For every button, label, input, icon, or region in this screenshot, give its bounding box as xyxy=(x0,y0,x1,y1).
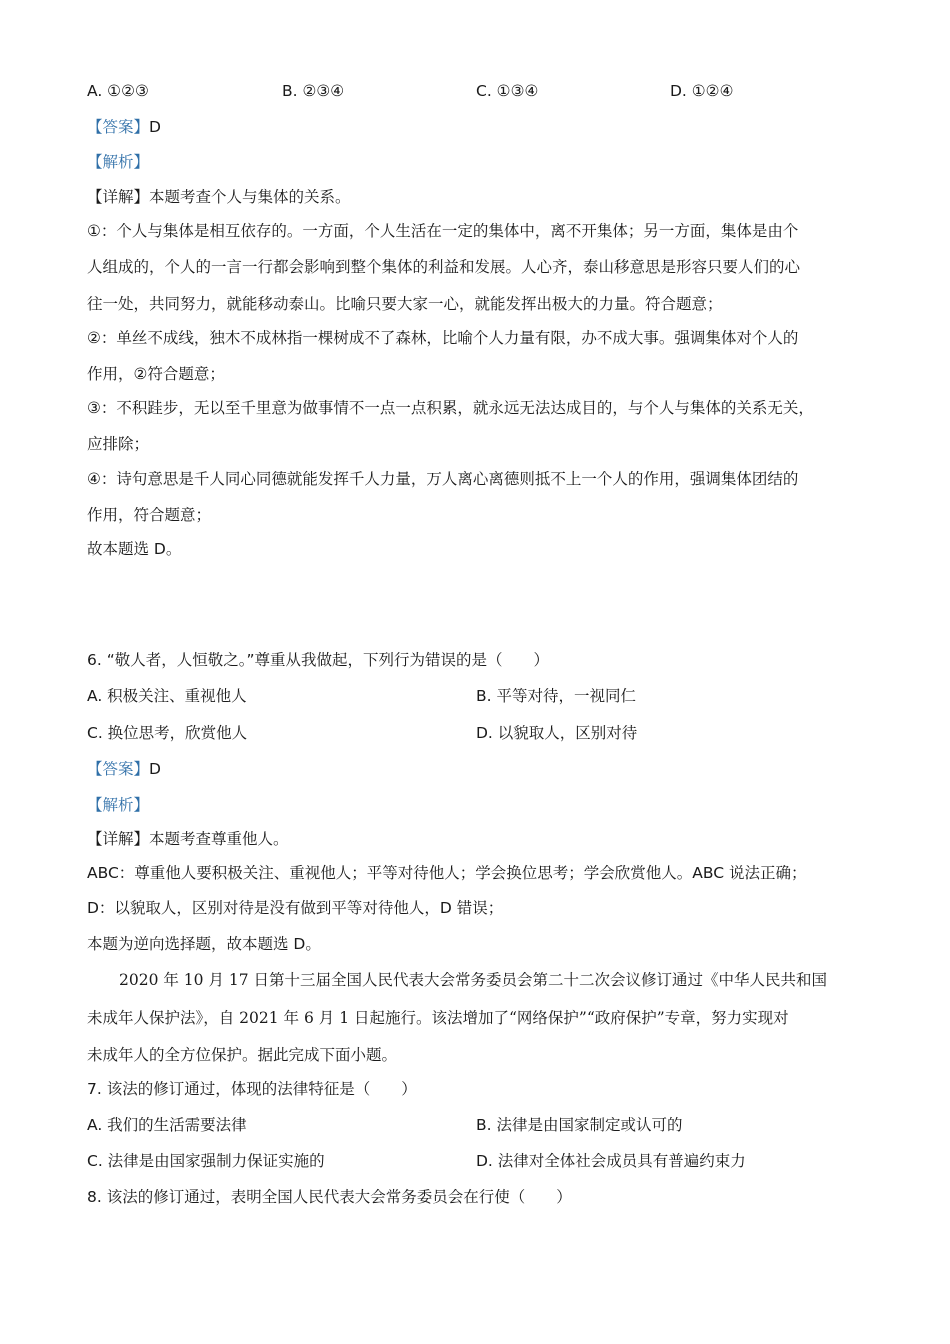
q5-line-3: 往一处，共同努力，就能移动泰山。比喻只要大家一心，就能发挥出极大的力量。符合题意； xyxy=(87,295,723,313)
q6-detail xyxy=(87,828,289,850)
q6-option-c: C. 换位思考，欣赏他人 xyxy=(87,724,248,742)
q6-stem: 6. “敬人者，人恒敬之。”尊重从我做起，下列行为错误的是（ ） xyxy=(87,651,550,669)
q5-line-4: ②：单丝不成线，独木不成林指一棵树成不了森林，比喻个人力量有限，办不成大事。强调集体对个人的 xyxy=(87,329,799,347)
detail-tag: 【详解】 xyxy=(87,188,150,206)
q6-option-b: B. 平等对待，一视同仁 xyxy=(476,687,636,705)
detail-intro: 本题考查尊重他人。 xyxy=(149,830,289,848)
q6-line-1: ABC：尊重他人要积极关注、重视他人；平等对待他人；学会换位思考；学会欣赏他人。ABC 说法正确； xyxy=(87,864,807,882)
q6-option-d: D. 以貌取人，区别对待 xyxy=(476,724,638,742)
q5-answer xyxy=(87,116,161,138)
q5-option-d: D. ①②④ xyxy=(670,82,734,100)
answer-value: D xyxy=(149,118,161,136)
q5-line-10: 故本题选 D。 xyxy=(87,540,182,558)
passage-line-1: 2020 年 10 月 17 日第十三届全国人民代表大会常务委员会第二十二次会议修订通过《中华人民共和国 xyxy=(119,971,828,989)
q6-answer xyxy=(87,758,161,780)
q7-option-a: A. 我们的生活需要法律 xyxy=(87,1116,247,1134)
q7-option-d: D. 法律对全体社会成员具有普遍约束力 xyxy=(476,1152,746,1170)
q7-stem: 7. 该法的修订通过，体现的法律特征是（ ） xyxy=(87,1080,417,1098)
answer-value: D xyxy=(149,760,161,778)
answer-tag: 【答案】 xyxy=(87,760,150,778)
q5-option-b: B. ②③④ xyxy=(282,82,345,100)
q7-option-c: C. 法律是由国家强制力保证实施的 xyxy=(87,1152,325,1170)
q5-analysis-tag: 【解析】 xyxy=(87,153,150,171)
passage-line-2: 未成年人保护法》，自 2021 年 6 月 1 日起施行。该法增加了“网络保护”“政府保护”专章，努力实现对 xyxy=(87,1009,789,1027)
q5-line-7: 应排除； xyxy=(87,435,150,453)
detail-intro: 本题考查个人与集体的关系。 xyxy=(149,188,351,206)
q5-line-8: ④：诗句意思是千人同心同德就能发挥千人力量，万人离心离德则抵不上一个人的作用，强调集体团结的 xyxy=(87,470,799,488)
answer-tag: 【答案】 xyxy=(87,118,150,136)
q6-line-3: 本题为逆向选择题，故本题选 D。 xyxy=(87,935,321,953)
detail-tag: 【详解】 xyxy=(87,830,150,848)
q5-line-5: 作用，②符合题意； xyxy=(87,365,225,383)
q5-line-9: 作用，符合题意； xyxy=(87,506,212,524)
q5-option-c: C. ①③④ xyxy=(476,82,539,100)
q7-option-b: B. 法律是由国家制定或认可的 xyxy=(476,1116,683,1134)
q6-analysis-tag: 【解析】 xyxy=(87,796,150,814)
q5-line-6: ③：不积跬步，无以至千里意为做事情不一点一点积累，就永远无法达成目的，与个人与集体的关系无关， xyxy=(87,399,814,417)
q5-detail xyxy=(87,186,351,208)
q8-stem: 8. 该法的修订通过，表明全国人民代表大会常务委员会在行使（ ） xyxy=(87,1188,572,1206)
q5-option-a: A. ①②③ xyxy=(87,82,149,100)
q5-line-1: ①：个人与集体是相互依存的。一方面，个人生活在一定的集体中，离不开集体；另一方面，集体是由个 xyxy=(87,222,799,240)
q5-line-2: 人组成的，个人的一言一行都会影响到整个集体的利益和发展。人心齐，泰山移意思是形容只要人们的心 xyxy=(87,258,801,276)
q6-line-2: D：以貌取人，区别对待是没有做到平等对待他人，D 错误； xyxy=(87,899,504,917)
passage-line-3: 未成年人的全方位保护。据此完成下面小题。 xyxy=(87,1046,398,1064)
q6-option-a: A. 积极关注、重视他人 xyxy=(87,687,247,705)
